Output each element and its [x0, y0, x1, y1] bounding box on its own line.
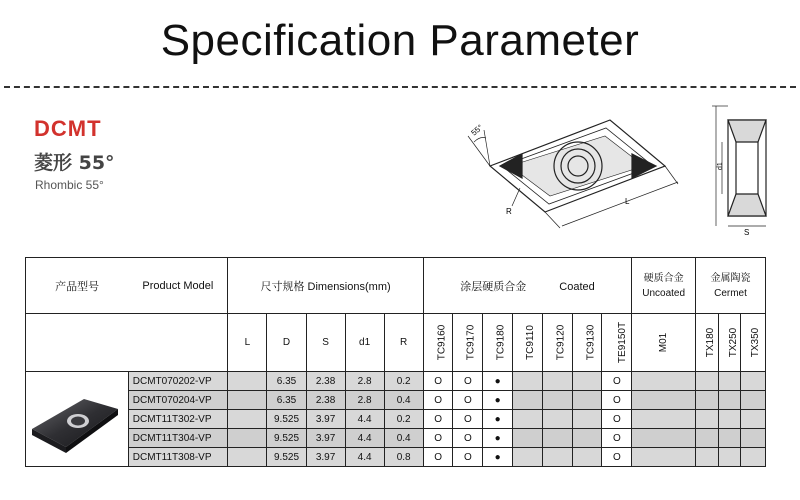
radius-label: R: [506, 207, 512, 216]
grade-col: TC9120: [542, 314, 572, 372]
dim-d1-cell: 4.4: [345, 429, 384, 448]
cermet-cell: [741, 410, 766, 429]
coated-header-cn: 涂层硬质合金: [460, 280, 527, 293]
product-model-cell: DCMT11T308-VP: [128, 448, 228, 467]
grade-cell: [542, 410, 572, 429]
table-row: [26, 429, 766, 448]
dim-D-cell: 9.525: [267, 410, 306, 429]
dim-D-cell: 9.525: [267, 429, 306, 448]
uncoated-header-en: Uncoated: [642, 287, 686, 299]
grade-cell: [542, 448, 572, 467]
coated-header-en: Coated: [559, 280, 595, 293]
product-model-cell: DCMT11T302-VP: [128, 410, 228, 429]
dim-R-cell: 0.2: [384, 410, 423, 429]
grade-cell: O: [453, 410, 483, 429]
angle-label: 55°: [469, 122, 485, 138]
uncoated-cell: [632, 410, 696, 429]
insert-top-view: [468, 120, 678, 228]
dim-L-cell: [228, 448, 267, 467]
grade-cell: [542, 391, 572, 410]
grade-cell: O: [423, 429, 453, 448]
uncoated-cell: [632, 372, 696, 391]
dim-S-cell: 3.97: [306, 410, 345, 429]
header-row: [26, 258, 766, 314]
uncoated-header-cn: 硬质合金: [643, 272, 684, 284]
grade-cell: O: [602, 372, 632, 391]
dim-L-cell: [228, 372, 267, 391]
grade-cell: [572, 372, 602, 391]
table-row: [26, 372, 766, 391]
grade-cell: [513, 410, 543, 429]
table-row: [26, 391, 766, 410]
cermet-cell: [741, 448, 766, 467]
grade-col: TC9130: [572, 314, 602, 372]
grade-cell: ●: [483, 391, 513, 410]
cermet-cell: [718, 410, 741, 429]
dim-S-cell: 3.97: [306, 429, 345, 448]
dim-d1-cell: 2.8: [345, 372, 384, 391]
grade-cell: [542, 372, 572, 391]
page-title: Specification Parameter: [160, 16, 640, 65]
grade-cell: O: [453, 372, 483, 391]
grade-cell: O: [453, 448, 483, 467]
model-header-cn: 产品型号: [26, 258, 129, 314]
cermet-cell: [696, 372, 719, 391]
cermet-grade-col: TX350: [741, 314, 766, 372]
grade-cell: [542, 429, 572, 448]
d1-label: d1: [717, 162, 724, 170]
cermet-header: [696, 258, 766, 314]
subheader-row: [26, 314, 766, 372]
grade-cell: [513, 429, 543, 448]
cermet-cell: [718, 391, 741, 410]
uncoated-grade-col: M01: [632, 314, 696, 372]
cermet-header-cn: 金属陶瓷: [710, 272, 751, 284]
grade-cell: O: [423, 391, 453, 410]
grade-cell: O: [602, 391, 632, 410]
grade-cell: O: [423, 410, 453, 429]
dim-R-cell: 0.8: [384, 448, 423, 467]
length-label: L: [625, 197, 630, 206]
insert-product-photo: [26, 373, 124, 469]
dim-col-D: D: [267, 314, 306, 372]
grade-cell: O: [602, 410, 632, 429]
grade-cell: [513, 391, 543, 410]
dim-col-S: S: [306, 314, 345, 372]
model-header-en: Product Model: [128, 258, 228, 314]
cermet-header-en: Cermet: [714, 287, 747, 299]
uncoated-cell: [632, 391, 696, 410]
grade-cell: O: [453, 391, 483, 410]
table-row: [26, 410, 766, 429]
dim-d1-cell: 4.4: [345, 410, 384, 429]
dim-D-cell: 6.35: [267, 391, 306, 410]
specification-table: [25, 257, 766, 467]
dim-L-cell: [228, 410, 267, 429]
grade-col: TE9150T: [602, 314, 632, 372]
grade-cell: ●: [483, 429, 513, 448]
uncoated-header: [632, 258, 696, 314]
product-code: DCMT: [34, 116, 102, 141]
dim-L-cell: [228, 429, 267, 448]
cermet-grade-col: TX180: [696, 314, 719, 372]
subheader-blank: [26, 314, 228, 372]
grade-col: TC9110: [513, 314, 543, 372]
product-name-cn: 菱形 55°: [34, 152, 115, 174]
cermet-cell: [741, 429, 766, 448]
grade-cell: [572, 410, 602, 429]
dim-R-cell: 0.2: [384, 372, 423, 391]
title-divider: [4, 86, 796, 88]
insert-technical-drawing: [460, 96, 780, 236]
product-name-en: Rhombic 55°: [35, 178, 104, 192]
cermet-cell: [718, 372, 741, 391]
product-model-cell: DCMT070202-VP: [128, 372, 228, 391]
dim-d1-cell: 2.8: [345, 391, 384, 410]
s-label: S: [744, 228, 750, 236]
coated-header: [423, 258, 632, 314]
table-row: [26, 448, 766, 467]
grade-cell: O: [602, 448, 632, 467]
dim-R-cell: 0.4: [384, 391, 423, 410]
cermet-cell: [741, 391, 766, 410]
cermet-cell: [696, 448, 719, 467]
dim-S-cell: 2.38: [306, 391, 345, 410]
dim-S-cell: 2.38: [306, 372, 345, 391]
cermet-grade-col: TX250: [718, 314, 741, 372]
dim-col-d1: d1: [345, 314, 384, 372]
grade-cell: ●: [483, 410, 513, 429]
grade-cell: O: [453, 429, 483, 448]
grade-col: TC9170: [453, 314, 483, 372]
grade-col: TC9180: [483, 314, 513, 372]
grade-cell: [572, 391, 602, 410]
cermet-cell: [718, 448, 741, 467]
dim-d1-cell: 4.4: [345, 448, 384, 467]
uncoated-cell: [632, 448, 696, 467]
cermet-cell: [741, 372, 766, 391]
grade-cell: O: [423, 372, 453, 391]
cermet-cell: [718, 429, 741, 448]
cermet-cell: [696, 429, 719, 448]
grade-cell: [513, 448, 543, 467]
grade-cell: ●: [483, 448, 513, 467]
grade-cell: [513, 372, 543, 391]
dim-col-R: R: [384, 314, 423, 372]
dim-col-L: L: [228, 314, 267, 372]
dim-D-cell: 9.525: [267, 448, 306, 467]
product-model-cell: DCMT070204-VP: [128, 391, 228, 410]
grade-cell: [572, 448, 602, 467]
uncoated-cell: [632, 429, 696, 448]
dim-S-cell: 3.97: [306, 448, 345, 467]
dimensions-header: 尺寸规格 Dimensions(mm): [228, 258, 423, 314]
grade-cell: O: [602, 429, 632, 448]
grade-cell: [572, 429, 602, 448]
grade-col: TC9160: [423, 314, 453, 372]
product-model-cell: DCMT11T304-VP: [128, 429, 228, 448]
cermet-cell: [696, 391, 719, 410]
grade-cell: O: [423, 448, 453, 467]
grade-cell: ●: [483, 372, 513, 391]
dim-R-cell: 0.4: [384, 429, 423, 448]
dim-D-cell: 6.35: [267, 372, 306, 391]
cermet-cell: [696, 410, 719, 429]
dim-L-cell: [228, 391, 267, 410]
